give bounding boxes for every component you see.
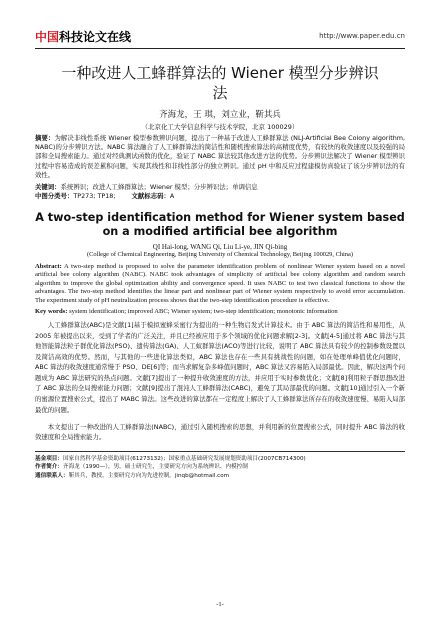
cn-keywords (35, 183, 405, 192)
cn-keywords-label: 关键词： (35, 183, 61, 192)
footnote-bio (35, 463, 405, 471)
en-abstract-label: Abstract: (35, 262, 62, 270)
body-paragraph: 本文提出了一种改进的人工蜂群算法(NABC)，通过引入随机搜索的思想，并利用新的位置搜索公式，同时提升 ABC 算法的收敛速度和全局搜索能力。 (35, 422, 405, 442)
site-url[interactable]: http://www.paper.edu.cn (319, 32, 405, 40)
cn-title: 一种改进人工蜂群算法的 Wiener 模型分步辨识法 (61, 64, 379, 102)
en-authors: QI Hai-long, WANG Qi, Liu Li-ye, JIN Qi-bing (152, 243, 288, 252)
en-title: A two-step identification method for Wiener system based on a modified artificial bee algorithm (35, 211, 405, 239)
cn-keywords-text: 系统辨识；改进人工蜂群算法；Wiener 模型；分步辨识法；单调信息 (60, 183, 258, 192)
site-logo[interactable] (35, 28, 131, 45)
footnote-fund (35, 455, 405, 463)
cn-abstract-text: 为解决非线性系统 Wiener 模型参数辨识问题，提出了一种基于改进人工蜂群算法 (NLJ-Artificial Bee Colony algorithm, NABC)的分步辨识方法。NABC 算法融合了人工蜂群算法的简洁性和随机搜索算法的高精度优势，有较快的收敛速度以及较强的局部和全局搜索能力。通过对经典测试函数的优化，验证了 NABC 算法较其他改进方法的优势。分步辨识法解决了 Wiener 模型辨识过程中容易造成的误差累积问题，实现其线性和非线性部分的独立辨识。通过 pH 中和反应过程建模仿真验证了该分步辨识法的有效性。 (35, 134, 406, 179)
bio-text: 齐海龙（1990—），男，硕士研究生，主要研究方向为系统辨识、内模控制 (62, 464, 248, 471)
doc-code-label: 文献标志码： (131, 192, 170, 201)
cn-affiliation: （北京化工大学信息科学与技术学院，北京 100029） (141, 123, 299, 131)
body-paragraph: 人工蜂群算法(ABC)是文献[1]基于模拟蜜蜂采蜜行为提出的一种生物启发式计算技术。由于 ABC 算法的简洁性和易用性，从 2005 年被提出以来，受到了学者的广泛关注，并且已经被应用于多个领域的优化问题求解[2-3]。文献[4-5]通过将 ABC 算法与其他智能算法粒子群优化算法(PSO)、遗传算法(GA)、人工蚁群算法(ACO)等进行比较，说明了 ABC 算法具有较少的控制参数设置以及简洁高效的优势。然而，与其他的一些进化算法类似，ABC 算法也存在一些具有挑战性的问题，如在处理单峰值优化问题时，ABC 算法的收敛速度通常慢于 PSO、DE[6]等；而当求解复杂多峰值问题时，ABC 算法又容易陷入局部最优。因此，解决这两个问题成为 ABC 算法研究的热点问题。文献[7]提出了一种提升收敛速度的方法，并应用于实时参数优化；文献[8]利用粒子群思想改进了 ABC 算法的全局搜索能力问题；文献[9]提出了混沌人工蜂群算法(CABC)，避免了其局部最优的问题。文献[10]通过引入一个新的蜜源位置搜索公式，提出了 MABC 算法。这些改进的算法都在一定程度上解决了人工蜂群算法所存在的收敛速度慢、易陷入局部最优的问题。 (35, 320, 406, 414)
fund-label: 基金项目： (35, 455, 63, 462)
cn-classification (35, 192, 405, 201)
en-abstract (35, 263, 405, 306)
en-abstract-text: A two-step method is proposed to solve the parameter identification problem of nonlinear Wiener system based on a novel artificial bee colony algorithm (NABC). NABC took advantages of simplicity of artificial bee colony algorithm and random search algorithm to improve the global optimization ability and convergence speed. It uses NABC to test two classical functions to show the advantages. The two-step method identifies the linear part and nonlinear part of Wiener system respectively to avoid error accumulation. The experiment study of pH neutralization process shows that the two-step identification procedure is effective. (35, 262, 405, 304)
en-keywords-text: system identification; improved ABC; Wiener system; two-step identification; monotonic information (69, 308, 338, 316)
clc-label: 中图分类号： (35, 192, 74, 201)
en-keywords (35, 308, 405, 317)
logo-black-text: 科技论文在线 (59, 29, 132, 44)
logo-red-text: 中国 (35, 29, 60, 44)
clc-value: TP273; TP18; (73, 192, 116, 201)
en-keywords-label: Key words: (35, 308, 68, 316)
bio-label: 作者简介： (35, 464, 63, 471)
footnote-rule (35, 451, 405, 452)
page-header (35, 0, 405, 44)
cn-abstract-label: 摘要： (35, 134, 55, 142)
page-number: -1- (216, 601, 224, 608)
footnotes (35, 455, 405, 480)
header-rule (35, 48, 405, 49)
cn-authors: 齐海龙，王 琪，刘立业，靳其兵 (159, 110, 281, 120)
cn-abstract (35, 134, 405, 180)
footnote-contact (35, 472, 405, 480)
fund-text: 国家自然科学基金资助项目(61273132)；国家重点基础研究发展规划资助项目(2007CB714300) (62, 455, 306, 462)
en-affiliation: (College of Chemical Engineering, Beijing University of Chemical Technology, Beijing 100029, China) (87, 251, 353, 259)
contact-text: 靳其兵，教授，主要研究方向为先进控制。jinqb@hotmail.com (68, 472, 230, 479)
contact-label: 通信联系人： (35, 472, 69, 479)
doc-code-value: A (169, 192, 175, 201)
